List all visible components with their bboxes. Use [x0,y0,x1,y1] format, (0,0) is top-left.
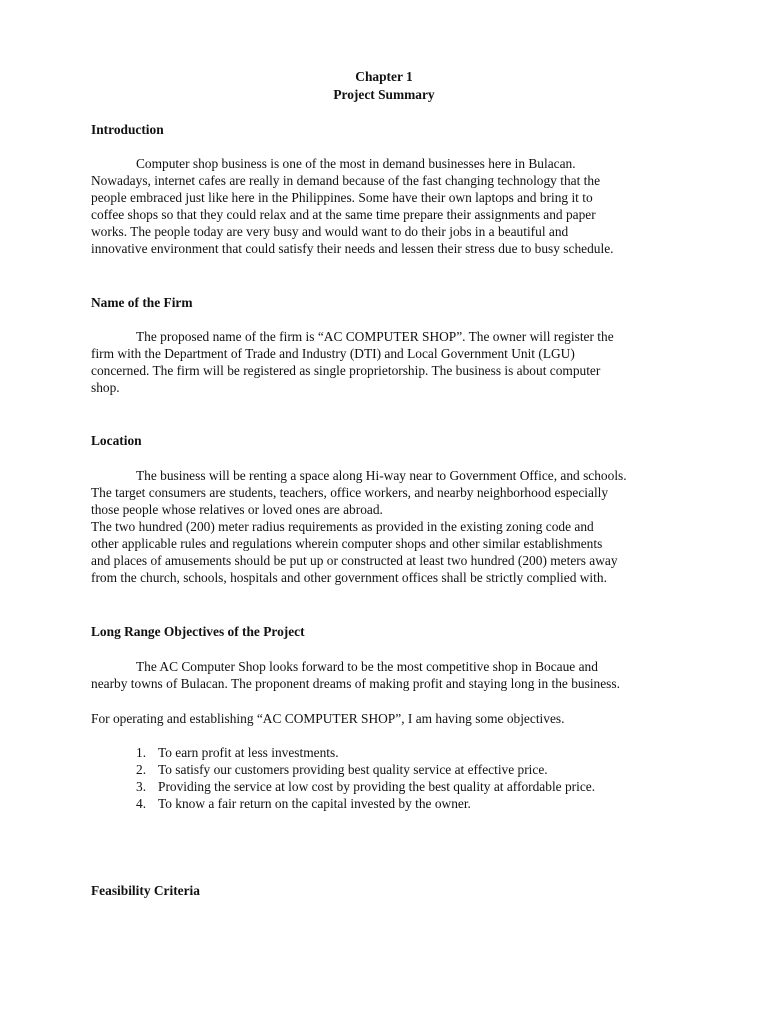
list-item-number: 1. [136,745,147,760]
paragraph-line: coffee shops so that they could relax and at the same time prepare their assignments and paper [91,207,596,222]
firm-name-heading: Name of the Firm [91,295,193,310]
paragraph-line: The business will be renting a space along Hi-way near to Government Office, and schools. [136,468,627,483]
objectives-paragraph [91,658,681,692]
location-paragraph [91,467,681,586]
paragraph-line: The AC Computer Shop looks forward to be the most competitive shop in Bocaue and [136,659,598,674]
list-item [91,778,595,795]
introduction-heading: Introduction [91,122,164,137]
paragraph-line: works. The people today are very busy and would want to do their jobs in a beautiful and [91,224,569,239]
list-item [91,744,595,761]
list-item-number: 2. [136,762,147,777]
list-item [91,761,595,778]
list-item-number: 4. [136,796,147,811]
objectives-list [91,744,595,812]
paragraph-line: those people whose relatives or loved ones are abroad. [91,502,383,517]
paragraph-line: people embraced just like here in the Philippines. Some have their own laptops and bring it to [91,190,593,205]
paragraph-line: other applicable rules and regulations wherein computer shops and other similar establishments [91,536,603,551]
paragraph-line: and places of amusements should be put up or constructed at least two hundred (200) meters away [91,553,618,568]
paragraph-line: The two hundred (200) meter radius requirements as provided in the existing zoning code and [91,519,594,534]
firm-name-paragraph [91,328,681,396]
paragraph-line: Nowadays, internet cafes are really in demand because of the fast changing technology that the [91,173,601,188]
paragraph-line: shop. [91,380,120,395]
location-heading: Location [91,433,142,448]
paragraph-line: innovative environment that could satisfy their needs and lessen their stress due to busy schedule. [91,241,614,256]
list-item-text: To satisfy our customers providing best quality service at effective price. [158,762,548,777]
paragraph-line: nearby towns of Bulacan. The proponent dreams of making profit and staying long in the business. [91,676,620,691]
feasibility-heading: Feasibility Criteria [91,883,200,898]
introduction-paragraph [91,155,681,257]
list-item-text: To earn profit at less investments. [158,745,339,760]
chapter-subtitle: Project Summary [333,87,435,102]
objectives-intro [91,710,681,727]
list-item-text: Providing the service at low cost by providing the best quality at affordable price. [158,779,596,794]
objectives-heading: Long Range Objectives of the Project [91,624,305,639]
list-item-text: To know a fair return on the capital invested by the owner. [158,796,471,811]
list-item [91,795,595,812]
paragraph-line: For operating and establishing “AC COMPUTER SHOP”, I am having some objectives. [91,711,565,726]
paragraph-line: from the church, schools, hospitals and other government offices shall be strictly complied with. [91,570,607,585]
paragraph-line: firm with the Department of Trade and Industry (DTI) and Local Government Unit (LGU) [91,346,575,361]
chapter-title: Chapter 1 [355,69,413,84]
paragraph-line: The proposed name of the firm is “AC COMPUTER SHOP”. The owner will register the [136,329,614,344]
paragraph-line: Computer shop business is one of the most in demand businesses here in Bulacan. [136,156,576,171]
list-item-number: 3. [136,779,147,794]
paragraph-line: The target consumers are students, teachers, office workers, and nearby neighborhood especially [91,485,609,500]
paragraph-line: concerned. The firm will be registered as single proprietorship. The business is about computer [91,363,601,378]
